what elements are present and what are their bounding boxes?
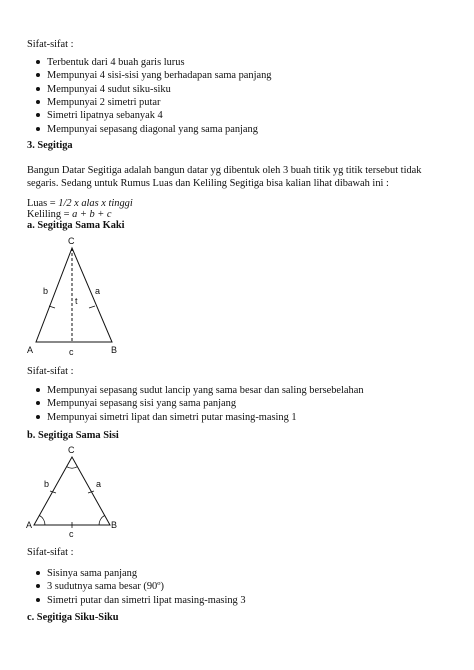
sama-sisi-properties [27, 567, 246, 607]
list-item: Mempunyai 2 simetri putar [47, 96, 272, 109]
isosceles-triangle-diagram [20, 232, 130, 360]
list-item: Mempunyai simetri lipat dan simetri putar masing-masing 1 [47, 411, 364, 424]
heading-sama-sisi: b. Segitiga Sama Sisi [27, 430, 119, 441]
sifat-label-3: Sifat-sifat : [27, 547, 74, 558]
tick-mark-a [89, 306, 95, 308]
sama-kaki-properties [27, 384, 364, 424]
intro-paragraph: Bangun Datar Segitiga adalah bangun datar yg dibentuk oleh 3 buah titik yg titik tersebut tidak segaris. Sedang untuk Rumus Luas dan Keliling Segitiga bisa kalian lihat dibawah ini : [27, 165, 422, 190]
height-label-t: t [75, 296, 78, 306]
sifat-label-1: Sifat-sifat : [27, 39, 74, 50]
list-item: Terbentuk dari 4 buah garis lurus [47, 56, 272, 69]
triangle-outline [34, 457, 110, 525]
heading-siku-siku: c. Segitiga Siku-Siku [27, 612, 119, 623]
angle-arc-b [99, 515, 105, 525]
list-item: Mempunyai sepasang sisi yang sama panjang [47, 397, 364, 410]
persegi-panjang-properties [27, 56, 272, 136]
vertex-label-a: A [26, 520, 33, 530]
side-label-a: a [95, 286, 101, 296]
list-item: Mempunyai 4 sisi-sisi yang berhadapan sama panjang [47, 70, 272, 82]
list-item: Sisinya sama panjang [47, 567, 246, 580]
vertex-label-c: C [68, 236, 75, 246]
angle-arc-c [67, 467, 78, 468]
keliling-label: Keliling = [27, 209, 73, 220]
list-item: 3 sudutnya sama besar (90º) [47, 580, 246, 593]
side-label-b: b [44, 479, 50, 489]
vertex-label-c: C [68, 445, 75, 455]
angle-arc-a [39, 515, 45, 525]
side-label-c: c [69, 347, 74, 357]
list-item: Mempunyai sepasang diagonal yang sama panjang [47, 123, 272, 136]
luas-label: Luas = [27, 198, 59, 209]
section-heading-segitiga: 3. Segitiga [27, 140, 73, 151]
equilateral-triangle-diagram [20, 441, 130, 541]
vertex-label-a: A [27, 345, 34, 355]
side-label-b: b [43, 286, 49, 296]
list-item: Simetri putar dan simetri lipat masing-masing 3 [47, 594, 246, 606]
vertex-label-b: B [111, 520, 118, 530]
heading-sama-kaki: a. Segitiga Sama Kaki [27, 220, 125, 231]
side-label-c: c [69, 529, 74, 539]
luas-formula: 1/2 x alas x tinggi [58, 198, 133, 209]
list-item: Mempunyai sepasang sudut lancip yang sama besar dan saling bersebelahan [47, 385, 364, 396]
list-item: Simetri lipatnya sebanyak 4 [47, 109, 272, 122]
sifat-label-2: Sifat-sifat : [27, 366, 74, 377]
list-item: Mempunyai 4 sudut siku-siku [47, 83, 272, 96]
side-label-a: a [96, 479, 102, 489]
vertex-label-b: B [111, 345, 118, 355]
keliling-formula: a + b + c [72, 209, 112, 220]
